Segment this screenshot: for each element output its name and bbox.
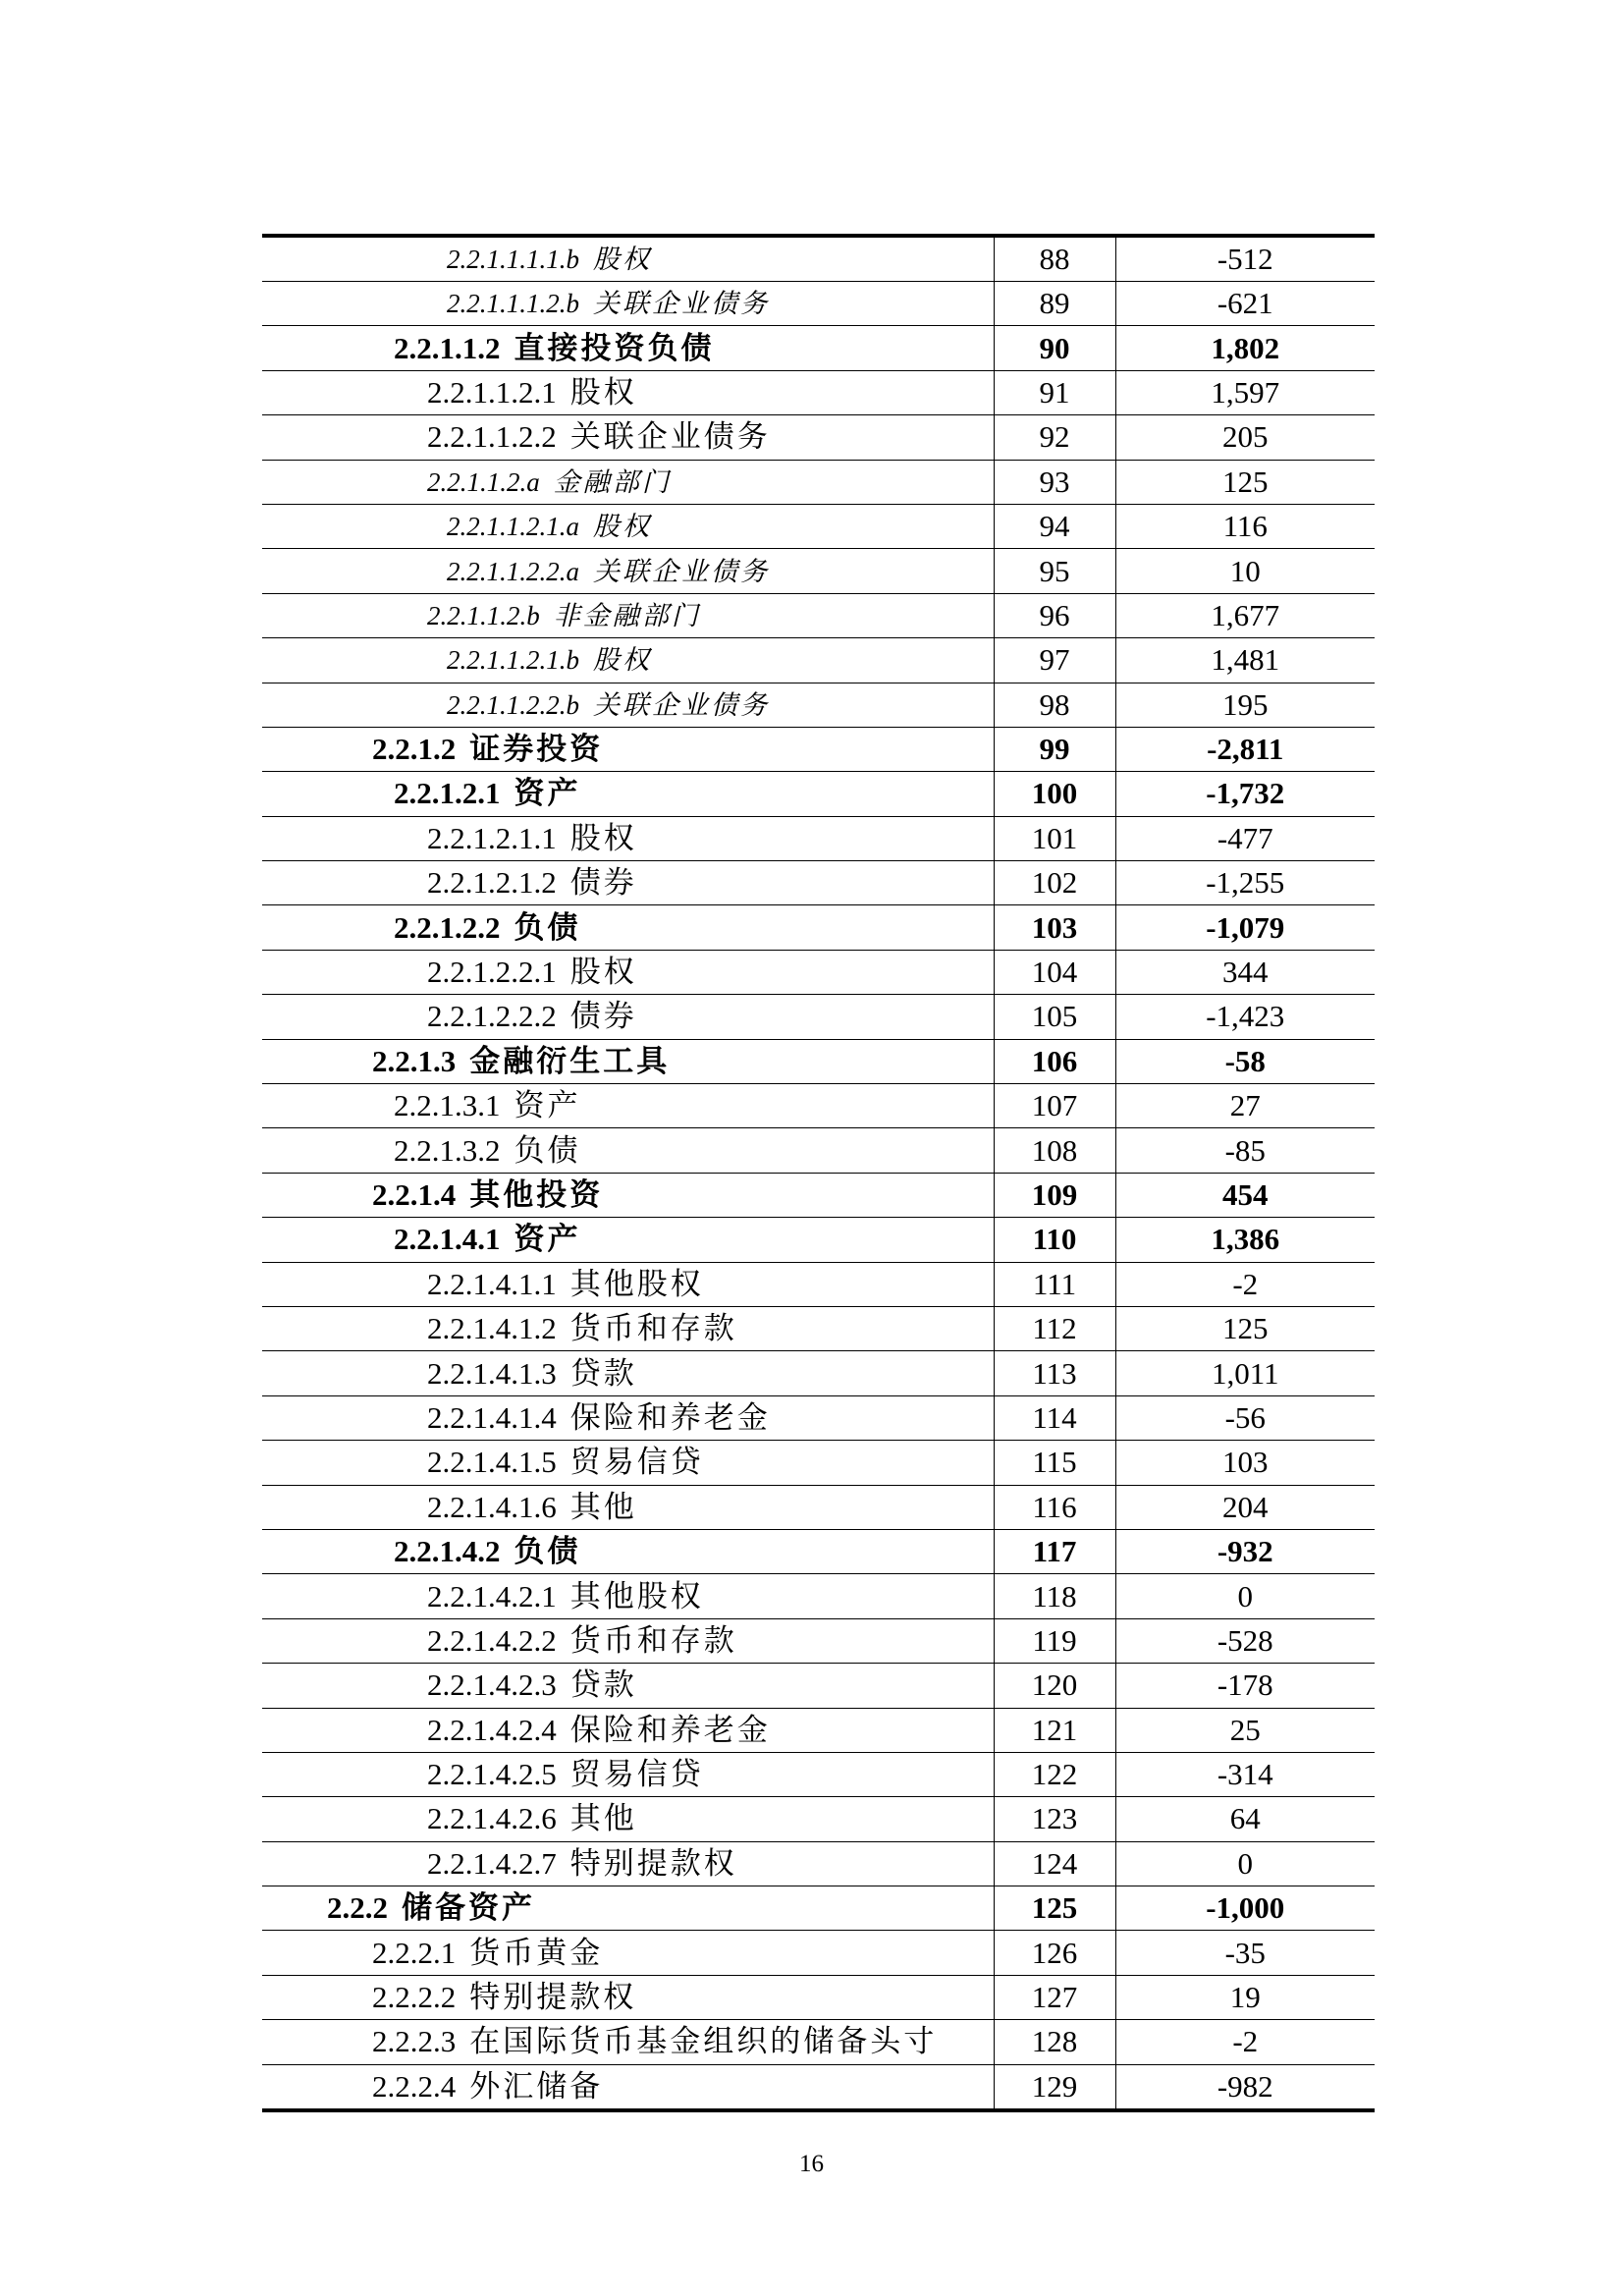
item-name: 直接投资负债 xyxy=(514,330,715,365)
item-cell xyxy=(262,995,994,1039)
item-code: 2.2.1.4.2 xyxy=(394,1534,501,1569)
item-name: 其他 xyxy=(569,1801,637,1836)
line-number-cell: 119 xyxy=(994,1618,1115,1663)
item-name: 股权 xyxy=(569,374,637,410)
item-code: 2.2.1.4.1.4 xyxy=(427,1399,557,1435)
value-cell: 1,597 xyxy=(1115,370,1375,414)
item-code: 2.2.1.2.1 xyxy=(394,776,501,811)
line-number-cell: 91 xyxy=(994,370,1115,414)
line-number-cell: 103 xyxy=(994,905,1115,950)
value-cell: 10 xyxy=(1115,549,1375,593)
item-name: 在国际货币基金组织的储备头寸 xyxy=(469,2024,938,2059)
item-code: 2.2.1.1.2.1 xyxy=(427,374,557,410)
item-name: 外汇储备 xyxy=(469,2068,604,2104)
item-code: 2.2.1.1.2.a xyxy=(427,466,540,497)
item-code: 2.2.1.2 xyxy=(372,732,457,767)
item-code: 2.2.1.4.2.1 xyxy=(427,1578,557,1613)
line-number-cell: 92 xyxy=(994,415,1115,460)
item-cell xyxy=(262,2020,994,2064)
table-row xyxy=(262,638,1375,683)
item-name: 负债 xyxy=(514,1132,581,1168)
table-row xyxy=(262,772,1375,816)
item-code: 2.2.1.2.2.1 xyxy=(427,955,557,990)
item-cell xyxy=(262,1395,994,1440)
item-name: 货币和存款 xyxy=(569,1622,737,1658)
line-number-cell: 95 xyxy=(994,549,1115,593)
line-number-cell: 120 xyxy=(994,1664,1115,1708)
table-row xyxy=(262,326,1375,370)
value-cell: 103 xyxy=(1115,1441,1375,1485)
item-name: 贷款 xyxy=(569,1355,637,1391)
item-cell xyxy=(262,1218,994,1262)
item-name: 股权 xyxy=(569,820,637,855)
item-name: 储备资产 xyxy=(402,1890,535,1926)
item-name: 证券投资 xyxy=(469,732,604,767)
item-cell xyxy=(262,415,994,460)
item-name: 负债 xyxy=(514,1534,581,1569)
line-number-cell: 98 xyxy=(994,683,1115,727)
item-code: 2.2.1.4.2.3 xyxy=(427,1667,557,1703)
value-cell: 64 xyxy=(1115,1797,1375,1841)
line-number-cell: 107 xyxy=(994,1084,1115,1128)
table-row xyxy=(262,1441,1375,1485)
value-cell: 125 xyxy=(1115,460,1375,504)
item-code: 2.2.1.1.2.1.b xyxy=(447,645,579,676)
item-cell xyxy=(262,683,994,727)
item-cell xyxy=(262,1618,994,1663)
item-cell xyxy=(262,460,994,504)
item-cell xyxy=(262,1886,994,1931)
value-cell: 0 xyxy=(1115,1574,1375,1618)
item-cell xyxy=(262,1664,994,1708)
value-cell: -1,000 xyxy=(1115,1886,1375,1931)
line-number-cell: 113 xyxy=(994,1351,1115,1395)
value-cell: 454 xyxy=(1115,1173,1375,1217)
line-number-cell: 127 xyxy=(994,1975,1115,2019)
item-name: 关联企业债务 xyxy=(593,556,770,586)
line-number-cell: 115 xyxy=(994,1441,1115,1485)
value-cell: 116 xyxy=(1115,504,1375,548)
item-code: 2.2.1.1.2 xyxy=(394,330,501,365)
value-cell: -1,079 xyxy=(1115,905,1375,950)
value-cell: 1,481 xyxy=(1115,638,1375,683)
item-cell xyxy=(262,1173,994,1217)
line-number-cell: 123 xyxy=(994,1797,1115,1841)
table-row xyxy=(262,1618,1375,1663)
table-row xyxy=(262,861,1375,905)
table-row xyxy=(262,995,1375,1039)
value-cell: -314 xyxy=(1115,1752,1375,1796)
line-number-cell: 106 xyxy=(994,1039,1115,1083)
item-code: 2.2.2 xyxy=(327,1890,388,1926)
value-cell: 27 xyxy=(1115,1084,1375,1128)
item-cell xyxy=(262,1708,994,1752)
line-number-cell: 116 xyxy=(994,1485,1115,1529)
item-cell xyxy=(262,1752,994,1796)
line-number-cell: 121 xyxy=(994,1708,1115,1752)
table-row xyxy=(262,1975,1375,2019)
table-row xyxy=(262,950,1375,994)
item-code: 2.2.1.2.1.1 xyxy=(427,820,557,855)
value-cell: -1,255 xyxy=(1115,861,1375,905)
item-code: 2.2.1.1.2.1.a xyxy=(447,512,579,542)
item-cell xyxy=(262,1441,994,1485)
item-name: 其他股权 xyxy=(569,1578,704,1613)
item-name: 股权 xyxy=(593,512,652,542)
balance-of-payments-table xyxy=(262,234,1375,2112)
table-row xyxy=(262,816,1375,860)
table-row xyxy=(262,2020,1375,2064)
item-code: 2.2.1.1.1.1.b xyxy=(447,245,579,274)
line-number-cell: 104 xyxy=(994,950,1115,994)
item-cell xyxy=(262,236,994,282)
value-cell: -35 xyxy=(1115,1931,1375,1975)
table-row xyxy=(262,282,1375,326)
item-cell xyxy=(262,549,994,593)
value-cell: 0 xyxy=(1115,1841,1375,1886)
item-name: 特别提款权 xyxy=(569,1845,737,1881)
line-number-cell: 90 xyxy=(994,326,1115,370)
item-code: 2.2.1.4.1.1 xyxy=(427,1266,557,1301)
value-cell: -178 xyxy=(1115,1664,1375,1708)
item-code: 2.2.1.3.1 xyxy=(394,1088,501,1123)
table-row xyxy=(262,1306,1375,1350)
table-row xyxy=(262,1173,1375,1217)
item-code: 2.2.1.4.2.4 xyxy=(427,1712,557,1747)
value-cell: 1,677 xyxy=(1115,593,1375,637)
item-code: 2.2.1.4.2.2 xyxy=(427,1622,557,1658)
value-cell: 344 xyxy=(1115,950,1375,994)
value-cell: -477 xyxy=(1115,816,1375,860)
item-cell xyxy=(262,282,994,326)
item-code: 2.2.1.3.2 xyxy=(394,1132,501,1168)
value-cell: -56 xyxy=(1115,1395,1375,1440)
item-cell xyxy=(262,861,994,905)
item-cell xyxy=(262,772,994,816)
table-row xyxy=(262,593,1375,637)
table-row xyxy=(262,1797,1375,1841)
table-row xyxy=(262,905,1375,950)
line-number-cell: 100 xyxy=(994,772,1115,816)
item-cell xyxy=(262,1797,994,1841)
table-row xyxy=(262,1084,1375,1128)
item-code: 2.2.1.4.1.2 xyxy=(427,1311,557,1346)
page-number: 16 xyxy=(799,2151,824,2177)
item-cell xyxy=(262,638,994,683)
item-cell xyxy=(262,905,994,950)
table-row xyxy=(262,1039,1375,1083)
line-number-cell: 129 xyxy=(994,2064,1115,2110)
item-code: 2.2.1.4.1.3 xyxy=(427,1355,557,1391)
item-code: 2.2.1.4.1 xyxy=(394,1222,501,1257)
table-row xyxy=(262,1218,1375,1262)
item-code: 2.2.1.1.2.2.a xyxy=(447,556,579,586)
item-cell xyxy=(262,1574,994,1618)
value-cell: -1,732 xyxy=(1115,772,1375,816)
value-cell: -85 xyxy=(1115,1128,1375,1173)
item-name: 保险和养老金 xyxy=(569,1712,771,1747)
value-cell: -512 xyxy=(1115,236,1375,282)
item-name: 负债 xyxy=(514,909,581,945)
item-name: 贷款 xyxy=(569,1667,637,1703)
table-row xyxy=(262,1664,1375,1708)
line-number-cell: 117 xyxy=(994,1529,1115,1573)
line-number-cell: 105 xyxy=(994,995,1115,1039)
value-cell: -621 xyxy=(1115,282,1375,326)
table-row xyxy=(262,460,1375,504)
value-cell: -58 xyxy=(1115,1039,1375,1083)
item-cell xyxy=(262,370,994,414)
line-number-cell: 101 xyxy=(994,816,1115,860)
item-cell xyxy=(262,1306,994,1350)
item-code: 2.2.1.4.2.6 xyxy=(427,1801,557,1836)
item-code: 2.2.1.1.2.2 xyxy=(427,419,557,455)
item-cell xyxy=(262,1039,994,1083)
item-cell xyxy=(262,816,994,860)
line-number-cell: 97 xyxy=(994,638,1115,683)
item-code: 2.2.1.4.2.7 xyxy=(427,1845,557,1881)
table-body xyxy=(262,236,1375,2110)
line-number-cell: 118 xyxy=(994,1574,1115,1618)
item-name: 关联企业债务 xyxy=(593,689,770,720)
line-number-cell: 93 xyxy=(994,460,1115,504)
item-cell xyxy=(262,326,994,370)
item-code: 2.2.1.3 xyxy=(372,1043,457,1078)
item-name: 债券 xyxy=(569,999,637,1034)
item-name: 债券 xyxy=(569,865,637,901)
line-number-cell: 99 xyxy=(994,727,1115,771)
table-row xyxy=(262,1395,1375,1440)
value-cell: -1,423 xyxy=(1115,995,1375,1039)
item-code: 2.2.1.2.2 xyxy=(394,909,501,945)
item-code: 2.2.1.2.1.2 xyxy=(427,865,557,901)
item-name: 资产 xyxy=(514,1088,581,1123)
line-number-cell: 125 xyxy=(994,1886,1115,1931)
value-cell: -932 xyxy=(1115,1529,1375,1573)
item-name: 特别提款权 xyxy=(469,1980,637,2015)
item-cell xyxy=(262,1485,994,1529)
item-code: 2.2.1.1.1.2.b xyxy=(447,289,579,319)
item-cell xyxy=(262,593,994,637)
value-cell: 19 xyxy=(1115,1975,1375,2019)
value-cell: -2,811 xyxy=(1115,727,1375,771)
item-cell xyxy=(262,1351,994,1395)
item-name: 关联企业债务 xyxy=(593,289,770,319)
table-row xyxy=(262,236,1375,282)
line-number-cell: 89 xyxy=(994,282,1115,326)
table-row xyxy=(262,1841,1375,1886)
table-row xyxy=(262,727,1375,771)
table-row xyxy=(262,1262,1375,1306)
value-cell: 205 xyxy=(1115,415,1375,460)
item-cell xyxy=(262,1084,994,1128)
line-number-cell: 110 xyxy=(994,1218,1115,1262)
item-name: 其他投资 xyxy=(469,1177,604,1212)
value-cell: -528 xyxy=(1115,1618,1375,1663)
line-number-cell: 112 xyxy=(994,1306,1115,1350)
item-code: 2.2.1.4.1.5 xyxy=(427,1445,557,1480)
line-number-cell: 88 xyxy=(994,236,1115,282)
item-cell xyxy=(262,727,994,771)
table-row xyxy=(262,415,1375,460)
item-code: 2.2.1.2.2.2 xyxy=(427,999,557,1034)
line-number-cell: 109 xyxy=(994,1173,1115,1217)
value-cell: -2 xyxy=(1115,1262,1375,1306)
item-name: 资产 xyxy=(514,1222,581,1257)
table-row xyxy=(262,1574,1375,1618)
value-cell: -2 xyxy=(1115,2020,1375,2064)
item-name: 保险和养老金 xyxy=(569,1399,771,1435)
item-name: 金融部门 xyxy=(553,466,672,497)
table-row xyxy=(262,1485,1375,1529)
table-row xyxy=(262,1529,1375,1573)
item-name: 资产 xyxy=(514,776,581,811)
item-code: 2.2.2.4 xyxy=(372,2068,457,2104)
value-cell: 125 xyxy=(1115,1306,1375,1350)
item-cell xyxy=(262,1128,994,1173)
line-number-cell: 111 xyxy=(994,1262,1115,1306)
item-name: 货币和存款 xyxy=(569,1311,737,1346)
table-row xyxy=(262,1128,1375,1173)
table-row xyxy=(262,2064,1375,2110)
line-number-cell: 96 xyxy=(994,593,1115,637)
item-name: 贸易信贷 xyxy=(569,1445,704,1480)
item-name: 关联企业债务 xyxy=(569,419,771,455)
line-number-cell: 128 xyxy=(994,2020,1115,2064)
item-name: 股权 xyxy=(569,955,637,990)
item-name: 股权 xyxy=(593,245,652,274)
line-number-cell: 94 xyxy=(994,504,1115,548)
value-cell: 204 xyxy=(1115,1485,1375,1529)
value-cell: 1,386 xyxy=(1115,1218,1375,1262)
item-code: 2.2.2.3 xyxy=(372,2024,457,2059)
value-cell: 195 xyxy=(1115,683,1375,727)
item-cell xyxy=(262,2064,994,2110)
item-cell xyxy=(262,950,994,994)
table-row xyxy=(262,1931,1375,1975)
line-number-cell: 124 xyxy=(994,1841,1115,1886)
table-row xyxy=(262,1351,1375,1395)
line-number-cell: 108 xyxy=(994,1128,1115,1173)
line-number-cell: 102 xyxy=(994,861,1115,905)
item-cell xyxy=(262,1975,994,2019)
value-cell: 25 xyxy=(1115,1708,1375,1752)
value-cell: 1,011 xyxy=(1115,1351,1375,1395)
item-name: 股权 xyxy=(593,645,652,676)
item-code: 2.2.1.4.2.5 xyxy=(427,1757,557,1792)
item-cell xyxy=(262,504,994,548)
line-number-cell: 126 xyxy=(994,1931,1115,1975)
item-name: 其他股权 xyxy=(569,1266,704,1301)
line-number-cell: 122 xyxy=(994,1752,1115,1796)
table-row xyxy=(262,683,1375,727)
item-name: 贸易信贷 xyxy=(569,1757,704,1792)
table-row xyxy=(262,370,1375,414)
item-code: 2.2.1.4 xyxy=(372,1177,457,1212)
item-name: 金融衍生工具 xyxy=(469,1043,671,1078)
item-cell xyxy=(262,1262,994,1306)
value-cell: 1,802 xyxy=(1115,326,1375,370)
line-number-cell: 114 xyxy=(994,1395,1115,1440)
item-code: 2.2.1.1.2.b xyxy=(427,600,540,630)
item-cell xyxy=(262,1529,994,1573)
table-row xyxy=(262,504,1375,548)
table-row xyxy=(262,1752,1375,1796)
item-code: 2.2.1.4.1.6 xyxy=(427,1489,557,1524)
table-row xyxy=(262,549,1375,593)
item-cell xyxy=(262,1931,994,1975)
value-cell: -982 xyxy=(1115,2064,1375,2110)
item-name: 非金融部门 xyxy=(553,600,701,630)
item-code: 2.2.2.1 xyxy=(372,1935,457,1970)
item-cell xyxy=(262,1841,994,1886)
table-row xyxy=(262,1708,1375,1752)
item-name: 其他 xyxy=(569,1489,637,1524)
item-code: 2.2.2.2 xyxy=(372,1980,457,2015)
table-row xyxy=(262,1886,1375,1931)
item-code: 2.2.1.1.2.2.b xyxy=(447,689,579,720)
item-name: 货币黄金 xyxy=(469,1935,604,1970)
